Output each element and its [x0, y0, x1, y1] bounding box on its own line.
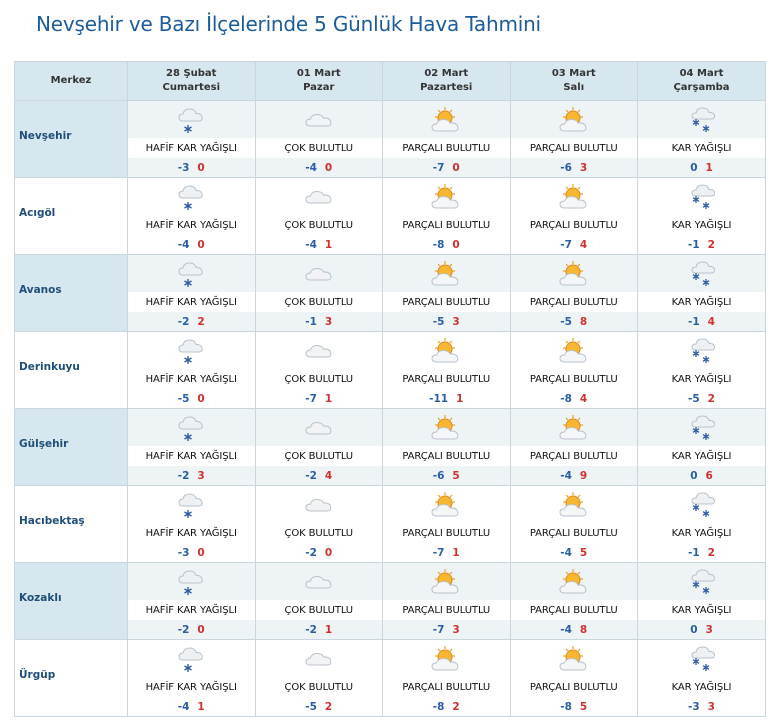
temperature-range — [511, 543, 638, 562]
forecast-cell — [383, 255, 511, 332]
light-snow-icon — [174, 489, 208, 521]
partly-cloudy-icon — [557, 181, 591, 213]
snow-icon — [685, 181, 719, 213]
snow-icon — [685, 412, 719, 444]
condition-label: PARÇALI BULUTLU — [402, 296, 491, 308]
snow-icon — [685, 104, 719, 136]
max-temp: 0 — [197, 161, 205, 174]
min-temp: -4 — [177, 238, 190, 251]
condition-label: HAFİF KAR YAĞIŞLI — [145, 527, 237, 539]
forecast-cell — [256, 332, 384, 409]
max-temp: 0 — [324, 546, 333, 559]
temperature-range — [383, 697, 510, 716]
header-weekday: Pazartesi — [420, 82, 473, 93]
max-temp: 6 — [705, 469, 713, 482]
condition-label: PARÇALI BULUTLU — [529, 681, 618, 693]
min-temp: -5 — [432, 315, 445, 328]
partly-cloudy-icon — [557, 489, 591, 521]
temperature-range — [638, 235, 765, 254]
max-temp: 4 — [579, 238, 588, 251]
min-temp: -2 — [177, 469, 190, 482]
max-temp: 4 — [707, 315, 715, 328]
min-temp: -1 — [688, 238, 700, 251]
table-row — [15, 101, 766, 178]
cloudy-icon — [302, 259, 336, 289]
temperature-range — [256, 543, 383, 562]
max-temp: 2 — [707, 546, 715, 559]
table-row — [15, 409, 766, 486]
min-temp: -4 — [305, 161, 317, 174]
min-temp: -2 — [177, 315, 190, 328]
snow-icon — [685, 258, 719, 290]
snow-icon — [685, 489, 719, 521]
min-temp: 0 — [690, 161, 698, 174]
max-temp: 0 — [197, 546, 205, 559]
min-temp: -2 — [305, 469, 317, 482]
condition-label: ÇOK BULUTLU — [284, 296, 354, 308]
condition-label: PARÇALI BULUTLU — [402, 527, 491, 539]
forecast-cell — [638, 178, 766, 255]
min-temp: -4 — [305, 238, 317, 251]
forecast-cell — [511, 409, 639, 486]
header-weekday: Cumartesi — [162, 82, 220, 93]
temperature-range — [511, 620, 638, 639]
condition-label: PARÇALI BULUTLU — [402, 604, 491, 616]
page-title: Nevşehir ve Bazı İlçelerinde 5 Günlük Hava Tahmini — [36, 12, 541, 36]
max-temp: 3 — [324, 315, 333, 328]
condition-label: PARÇALI BULUTLU — [529, 604, 618, 616]
forecast-cell — [383, 178, 511, 255]
min-temp: -2 — [177, 623, 190, 636]
forecast-cell — [256, 409, 384, 486]
forecast-cell — [256, 486, 384, 563]
max-temp: 1 — [324, 623, 333, 636]
header-city-col: Merkez — [15, 62, 128, 101]
forecast-cell — [256, 255, 384, 332]
table-row — [15, 178, 766, 255]
max-temp: 4 — [579, 392, 588, 405]
header-weekday: Salı — [563, 82, 585, 93]
light-snow-icon — [174, 566, 208, 598]
condition-label: KAR YAĞIŞLI — [671, 219, 732, 231]
condition-label: PARÇALI BULUTLU — [529, 296, 618, 308]
forecast-cell — [128, 255, 256, 332]
condition-label: PARÇALI BULUTLU — [402, 373, 491, 385]
city-name: Acıgöl — [15, 178, 128, 255]
header-day — [511, 62, 639, 101]
city-name: Avanos — [15, 255, 128, 332]
temperature-range — [638, 312, 765, 331]
forecast-cell — [128, 409, 256, 486]
header-date: 01 Mart — [296, 68, 341, 79]
table-row — [15, 255, 766, 332]
max-temp: 8 — [579, 315, 588, 328]
temperature-range — [383, 543, 510, 562]
forecast-table — [14, 61, 766, 717]
forecast-cell — [638, 640, 766, 717]
min-temp: -8 — [560, 700, 572, 713]
table-row — [15, 640, 766, 717]
cloudy-icon — [302, 182, 336, 212]
table-header — [15, 62, 766, 101]
condition-label: PARÇALI BULUTLU — [402, 681, 491, 693]
forecast-cell — [256, 563, 384, 640]
header-weekday: Pazar — [303, 82, 335, 93]
condition-label: KAR YAĞIŞLI — [671, 373, 732, 385]
partly-cloudy-icon — [557, 258, 591, 290]
min-temp: -4 — [560, 546, 572, 559]
condition-label: PARÇALI BULUTLU — [529, 142, 618, 154]
light-snow-icon — [174, 181, 208, 213]
city-name: Ürgüp — [15, 640, 128, 717]
forecast-cell — [383, 409, 511, 486]
forecast-cell — [638, 486, 766, 563]
max-temp: 0 — [452, 238, 460, 251]
condition-label: HAFİF KAR YAĞIŞLI — [145, 373, 237, 385]
max-temp: 5 — [579, 546, 588, 559]
min-temp: -1 — [688, 546, 700, 559]
min-temp: -3 — [688, 700, 700, 713]
condition-label: ÇOK BULUTLU — [284, 450, 354, 462]
condition-label: ÇOK BULUTLU — [284, 373, 354, 385]
max-temp: 0 — [324, 161, 333, 174]
forecast-cell — [383, 640, 511, 717]
light-snow-icon — [174, 104, 208, 136]
forecast-cell — [511, 101, 639, 178]
temperature-range — [256, 620, 383, 639]
partly-cloudy-icon — [429, 412, 463, 444]
light-snow-icon — [174, 643, 208, 675]
condition-label: KAR YAĞIŞLI — [671, 604, 732, 616]
partly-cloudy-icon — [557, 643, 591, 675]
temperature-range — [128, 235, 255, 254]
header-day — [128, 62, 256, 101]
condition-label: HAFİF KAR YAĞIŞLI — [145, 450, 237, 462]
condition-label: ÇOK BULUTLU — [284, 219, 354, 231]
table-row — [15, 563, 766, 640]
min-temp: -8 — [432, 700, 445, 713]
temperature-range — [511, 389, 638, 408]
condition-label: KAR YAĞIŞLI — [671, 142, 732, 154]
cloudy-icon — [302, 105, 336, 135]
max-temp: 3 — [705, 623, 713, 636]
forecast-cell — [383, 101, 511, 178]
condition-label: HAFİF KAR YAĞIŞLI — [145, 681, 237, 693]
forecast-cell — [128, 563, 256, 640]
forecast-cell — [128, 101, 256, 178]
temperature-range — [638, 543, 765, 562]
max-temp: 3 — [579, 161, 588, 174]
forecast-cell — [638, 255, 766, 332]
partly-cloudy-icon — [429, 566, 463, 598]
max-temp: 1 — [197, 700, 205, 713]
min-temp: -5 — [560, 315, 572, 328]
temperature-range — [638, 466, 765, 485]
min-temp: -6 — [560, 161, 572, 174]
condition-label: HAFİF KAR YAĞIŞLI — [145, 219, 237, 231]
min-temp: 0 — [690, 469, 698, 482]
condition-label: KAR YAĞIŞLI — [671, 450, 732, 462]
temperature-range — [128, 543, 255, 562]
header-day — [638, 62, 766, 101]
max-temp: 2 — [197, 315, 205, 328]
min-temp: -1 — [688, 315, 700, 328]
max-temp: 3 — [707, 700, 715, 713]
min-temp: -4 — [560, 469, 572, 482]
partly-cloudy-icon — [557, 412, 591, 444]
light-snow-icon — [174, 258, 208, 290]
condition-label: PARÇALI BULUTLU — [529, 450, 618, 462]
max-temp: 3 — [452, 315, 460, 328]
cloudy-icon — [302, 336, 336, 366]
max-temp: 8 — [579, 623, 588, 636]
temperature-range — [383, 466, 510, 485]
forecast-cell — [511, 486, 639, 563]
min-temp: -7 — [432, 161, 445, 174]
max-temp: 1 — [324, 238, 333, 251]
condition-label: HAFİF KAR YAĞIŞLI — [145, 296, 237, 308]
temperature-range — [511, 158, 638, 177]
condition-label: ÇOK BULUTLU — [284, 142, 354, 154]
max-temp: 9 — [579, 469, 588, 482]
condition-label: ÇOK BULUTLU — [284, 527, 354, 539]
temperature-range — [256, 389, 383, 408]
min-temp: -1 — [305, 315, 317, 328]
partly-cloudy-icon — [429, 104, 463, 136]
forecast-cell — [128, 332, 256, 409]
max-temp: 2 — [707, 392, 715, 405]
partly-cloudy-icon — [557, 104, 591, 136]
header-weekday: Çarşamba — [673, 82, 730, 93]
city-name: Kozaklı — [15, 563, 128, 640]
forecast-cell — [638, 101, 766, 178]
min-temp: -7 — [560, 238, 572, 251]
forecast-cell — [511, 563, 639, 640]
min-temp: -7 — [432, 623, 445, 636]
temperature-range — [638, 620, 765, 639]
forecast-cell — [638, 563, 766, 640]
condition-label: PARÇALI BULUTLU — [402, 142, 491, 154]
light-snow-icon — [174, 335, 208, 367]
min-temp: -11 — [429, 392, 449, 405]
min-temp: -8 — [432, 238, 445, 251]
min-temp: -4 — [560, 623, 572, 636]
condition-label: PARÇALI BULUTLU — [529, 373, 618, 385]
max-temp: 2 — [324, 700, 333, 713]
min-temp: -5 — [305, 700, 317, 713]
max-temp: 2 — [707, 238, 715, 251]
temperature-range — [256, 158, 383, 177]
forecast-cell — [511, 178, 639, 255]
temperature-range — [638, 158, 765, 177]
temperature-range — [638, 697, 765, 716]
snow-icon — [685, 335, 719, 367]
partly-cloudy-icon — [429, 181, 463, 213]
cloudy-icon — [302, 413, 336, 443]
cloudy-icon — [302, 567, 336, 597]
temperature-range — [128, 312, 255, 331]
header-date: 04 Mart — [679, 68, 724, 79]
temperature-range — [128, 697, 255, 716]
max-temp: 0 — [197, 238, 205, 251]
condition-label: KAR YAĞIŞLI — [671, 681, 732, 693]
forecast-cell — [638, 332, 766, 409]
condition-label: PARÇALI BULUTLU — [529, 219, 618, 231]
condition-label: ÇOK BULUTLU — [284, 604, 354, 616]
header-day — [383, 62, 511, 101]
forecast-cell — [511, 640, 639, 717]
max-temp: 5 — [579, 700, 588, 713]
max-temp: 0 — [197, 392, 205, 405]
temperature-range — [383, 312, 510, 331]
table-row — [15, 332, 766, 409]
max-temp: 3 — [197, 469, 205, 482]
cloudy-icon — [302, 490, 336, 520]
min-temp: -7 — [305, 392, 317, 405]
partly-cloudy-icon — [557, 566, 591, 598]
header-day — [256, 62, 384, 101]
temperature-range — [128, 158, 255, 177]
forecast-cell — [128, 178, 256, 255]
forecast-cell — [256, 101, 384, 178]
temperature-range — [638, 389, 765, 408]
forecast-cell — [383, 486, 511, 563]
snow-icon — [685, 643, 719, 675]
max-temp: 1 — [452, 546, 460, 559]
partly-cloudy-icon — [429, 258, 463, 290]
temperature-range — [511, 466, 638, 485]
header-date: 03 Mart — [551, 68, 596, 79]
max-temp: 3 — [452, 623, 460, 636]
temperature-range — [383, 158, 510, 177]
condition-label: PARÇALI BULUTLU — [402, 219, 491, 231]
max-temp: 1 — [324, 392, 333, 405]
temperature-range — [128, 389, 255, 408]
min-temp: -6 — [432, 469, 445, 482]
forecast-cell — [256, 640, 384, 717]
max-temp: 1 — [705, 161, 713, 174]
forecast-cell — [128, 640, 256, 717]
forecast-cell — [511, 255, 639, 332]
city-name: Gülşehir — [15, 409, 128, 486]
header-date: 28 Şubat — [166, 68, 217, 79]
condition-label: HAFİF KAR YAĞIŞLI — [145, 604, 237, 616]
max-temp: 4 — [324, 469, 333, 482]
min-temp: -5 — [688, 392, 700, 405]
temperature-range — [256, 466, 383, 485]
min-temp: -3 — [177, 161, 190, 174]
condition-label: KAR YAĞIŞLI — [671, 296, 732, 308]
min-temp: -8 — [560, 392, 572, 405]
partly-cloudy-icon — [429, 335, 463, 367]
min-temp: -5 — [177, 392, 190, 405]
max-temp: 1 — [456, 392, 464, 405]
condition-label: PARÇALI BULUTLU — [529, 527, 618, 539]
snow-icon — [685, 566, 719, 598]
forecast-cell — [383, 563, 511, 640]
city-name: Nevşehir — [15, 101, 128, 178]
temperature-range — [256, 312, 383, 331]
light-snow-icon — [174, 412, 208, 444]
temperature-range — [511, 235, 638, 254]
condition-label: HAFİF KAR YAĞIŞLI — [145, 142, 237, 154]
max-temp: 2 — [452, 700, 460, 713]
condition-label: PARÇALI BULUTLU — [402, 450, 491, 462]
forecast-cell — [638, 409, 766, 486]
min-temp: -4 — [177, 700, 190, 713]
temperature-range — [383, 235, 510, 254]
partly-cloudy-icon — [429, 489, 463, 521]
temperature-range — [256, 235, 383, 254]
temperature-range — [383, 389, 510, 408]
min-temp: 0 — [690, 623, 698, 636]
max-temp: 0 — [197, 623, 205, 636]
min-temp: -7 — [432, 546, 445, 559]
max-temp: 0 — [452, 161, 460, 174]
temperature-range — [383, 620, 510, 639]
header-date: 02 Mart — [424, 68, 469, 79]
cloudy-icon — [302, 644, 336, 674]
min-temp: -2 — [305, 546, 317, 559]
temperature-range — [511, 697, 638, 716]
condition-label: ÇOK BULUTLU — [284, 681, 354, 693]
min-temp: -2 — [305, 623, 317, 636]
condition-label: KAR YAĞIŞLI — [671, 527, 732, 539]
city-name: Derinkuyu — [15, 332, 128, 409]
forecast-cell — [383, 332, 511, 409]
city-name: Hacıbektaş — [15, 486, 128, 563]
max-temp: 5 — [452, 469, 460, 482]
temperature-range — [256, 697, 383, 716]
forecast-cell — [256, 178, 384, 255]
table-row — [15, 486, 766, 563]
temperature-range — [128, 620, 255, 639]
partly-cloudy-icon — [429, 643, 463, 675]
temperature-range — [511, 312, 638, 331]
forecast-cell — [511, 332, 639, 409]
forecast-cell — [128, 486, 256, 563]
min-temp: -3 — [177, 546, 190, 559]
temperature-range — [128, 466, 255, 485]
partly-cloudy-icon — [557, 335, 591, 367]
